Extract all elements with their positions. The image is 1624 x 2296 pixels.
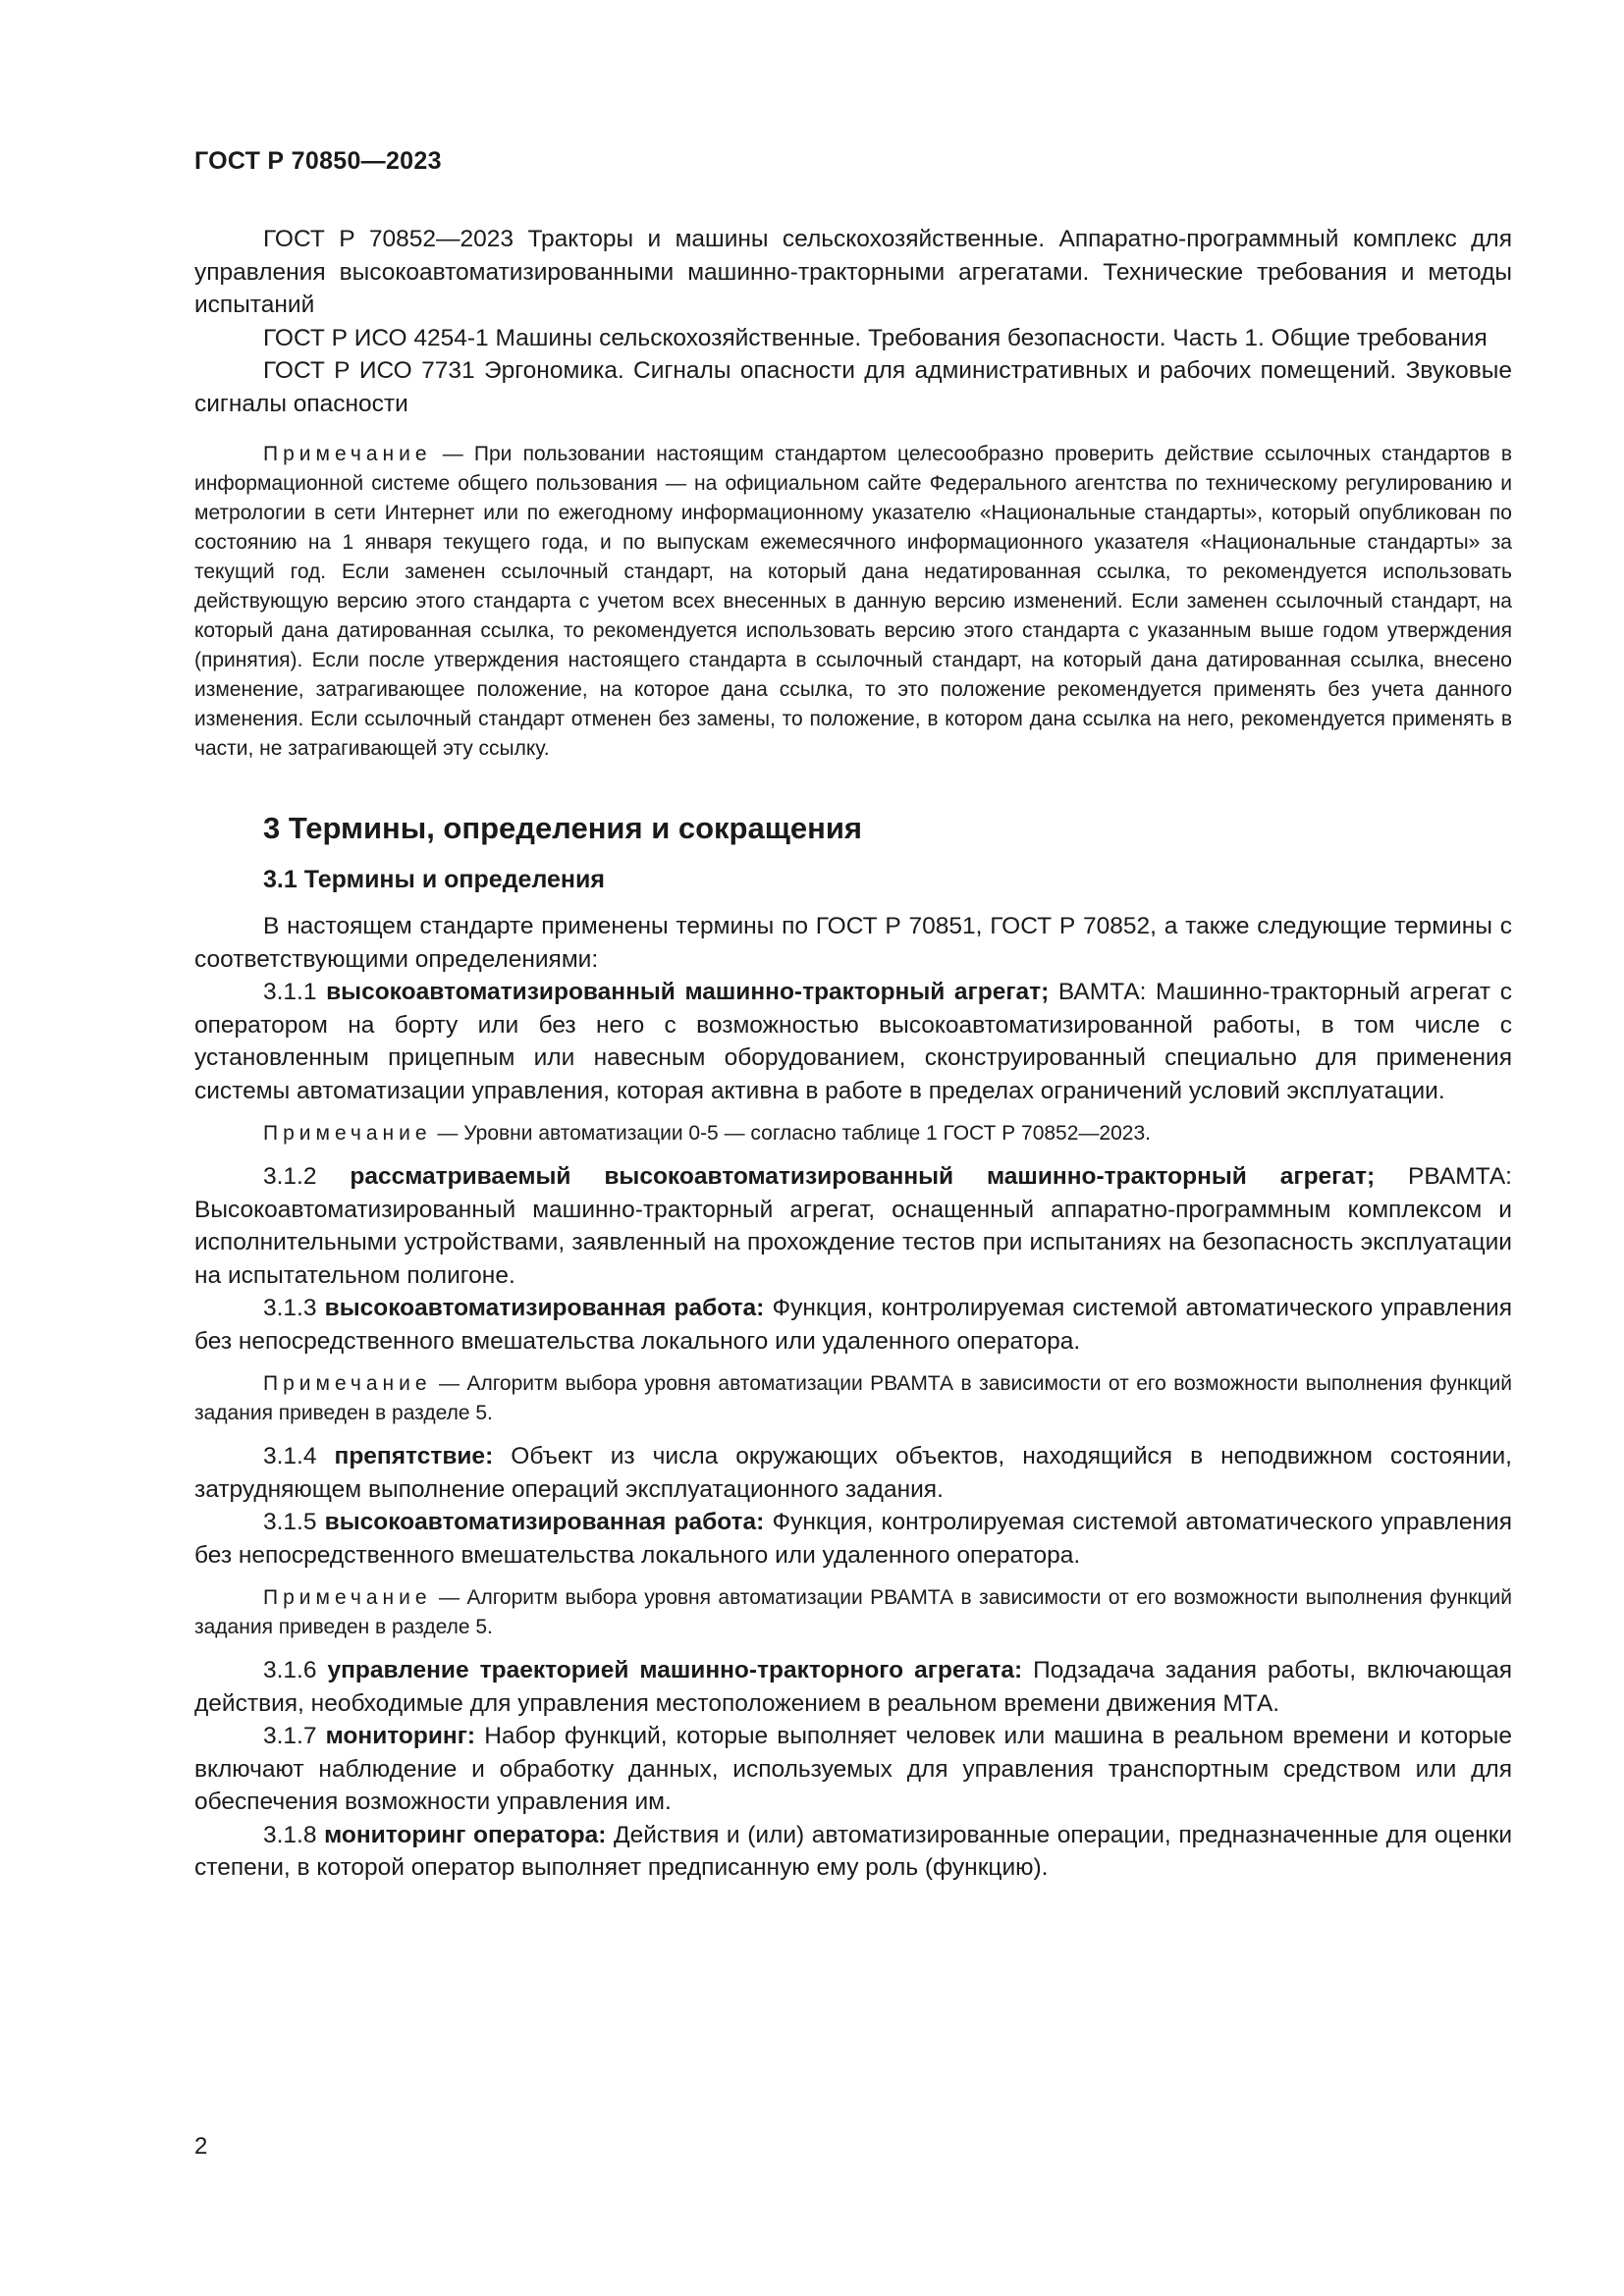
note-label: Примечание [263,1372,432,1395]
terms-intro: В настоящем стандарте применены термины по ГОСТ Р 70851, ГОСТ Р 70852, а также следующие термины с соответствующими определениями: [194,913,1512,973]
note-label: Примечание [263,1586,432,1609]
term-number: 3.1.8 [263,1821,317,1848]
term-definition: Функция, контролируемая системой автоматического управления без непосредственного вмешательства локального или удаленного оператора. [194,1295,1512,1355]
document-header: ГОСТ Р 70850—2023 [194,147,442,175]
term-3-1-3 [194,1292,1512,1358]
term-3-1-6 [194,1654,1512,1720]
reference-item: ГОСТ Р ИСО 4254-1 Машины сельскохозяйственные. Требования безопасности. Часть 1. Общие требования [263,324,1488,351]
term-number: 3.1.5 [263,1509,317,1535]
term-definition: Набор функций, которые выполняет человек или машина в реальном времени и которые включают наблюдение и обработку данных, используемых для управления транспортным средством или для обеспечения возможности управления им. [194,1723,1512,1815]
term-number: 3.1.4 [263,1443,317,1469]
term-3-1-4 [194,1440,1512,1506]
note-text: — При пользовании настоящим стандартом целесообразно проверить действие ссылочных стандартов в информационной системе общего пользования — на официальном сайте Федерального агентства по техническому регулированию и метрологии в сети Интернет или по ежегодному информационному указателю «Национальные стандарты», который опубликован по состоянию на 1 января текущего года, и по выпускам ежемесячного информационного указателя «Национальные стандарты» за текущий год. Если заменен ссылочный стандарт, на который дана недатированная ссылка, то рекомендуется использовать действующую версию этого стандарта с учетом всех внесенных в данную версию изменений. Если заменен ссылочный стандарт, на который дана датированная ссылка, то рекомендуется использовать версию этого стандарта с указанным выше годом утверждения (принятия). Если после утверждения настоящего стандарта в ссылочный стандарт, на который дана датированная ссылка, внесено изменение, затрагивающее положение, на которое дана ссылка, то это положение рекомендуется применять без учета данного изменения. Если ссылочный стандарт отменен без замены, то положение, в котором дана ссылка на него, рекомендуется применять в части, не затрагивающей эту ссылку. [194,443,1512,760]
term-note [194,1583,1512,1642]
term-name: высокоавтоматизированная работа: [324,1295,765,1321]
term-3-1-1 [194,976,1512,1107]
term-definition: Действия и (или) автоматизированные операции, предназначенные для оценки степени, в которой оператор выполняет предписанную ему роль (функцию). [194,1821,1513,1881]
term-name: управление траекторией машинно-тракторного агрегата: [327,1657,1023,1683]
term-definition: Объект из числа окружающих объектов, находящийся в неподвижном состоянии, затрудняющем выполнение операций эксплуатационного задания. [194,1443,1512,1503]
term-name: высокоавтоматизированная работа: [324,1509,765,1535]
term-3-1-8 [194,1819,1512,1885]
term-name: мониторинг: [325,1723,476,1749]
term-number: 3.1.3 [263,1295,317,1321]
term-definition: ВАМТА: Машинно-тракторный агрегат с оператором на борту или без него с возможностью высокоавтоматизированной работы, в том числе с установленным прицепным или навесным оборудованием, сконструированный специально для применения системы автоматизации управления, которая активна в работе в пределах ограничений условий эксплуатации. [194,979,1512,1104]
term-number: 3.1.2 [263,1163,317,1190]
term-definition: Функция, контролируемая системой автоматического управления без непосредственного вмешательства локального или удаленного оператора. [194,1509,1512,1569]
term-3-1-7 [194,1720,1512,1819]
term-name: препятствие: [334,1443,494,1469]
section-title: 3 Термины, определения и сокращения [263,811,862,845]
term-number: 3.1.7 [263,1723,317,1749]
page-content [194,223,1512,1885]
reference-item: ГОСТ Р ИСО 7731 Эргономика. Сигналы опасности для административных и рабочих помещений. Звуковые сигналы опасности [194,357,1512,417]
term-name: высокоавтоматизированный машинно-тракторный агрегат; [326,979,1050,1005]
term-3-1-2 [194,1160,1512,1292]
term-definition: Подзадача задания работы, включающая действия, необходимые для управления местоположением в реальном времени движения МТА. [194,1657,1512,1717]
term-number: 3.1.6 [263,1657,317,1683]
term-note [194,1119,1512,1148]
term-3-1-5 [194,1506,1512,1572]
term-number: 3.1.1 [263,979,317,1005]
note-label: Примечание [263,443,432,465]
note-text: — Алгоритм выбора уровня автоматизации РВАМТА в зависимости от его возможности выполнения функций задания приведен в разделе 5. [194,1372,1512,1424]
note-label: Примечание [263,1122,432,1145]
term-definition: РВАМТА: Высокоавтоматизированный машинно-тракторный агрегат, оснащенный аппаратно-программным комплексом и исполнительными устройствами, заявленный на прохождение тестов при испытаниях на безопасность эксплуатации на испытательном полигоне. [194,1163,1512,1289]
reference-item: ГОСТ Р 70852—2023 Тракторы и машины сельскохозяйственные. Аппаратно-программный комплекс для управления высокоавтоматизированными машинно-тракторными агрегатами. Технические требования и методы испытаний [194,226,1512,318]
term-name: мониторинг оператора: [324,1821,607,1848]
subsection-title: 3.1 Термины и определения [263,866,605,893]
reference-note [194,440,1512,764]
page-number: 2 [194,2133,208,2160]
term-note [194,1369,1512,1428]
note-text: — Алгоритм выбора уровня автоматизации РВАМТА в зависимости от его возможности выполнения функций задания приведен в разделе 5. [194,1586,1512,1638]
term-name: рассматриваемый высокоавтоматизированный машинно-тракторный агрегат; [350,1163,1376,1190]
note-text: — Уровни автоматизации 0-5 — согласно таблице 1 ГОСТ Р 70852—2023. [437,1122,1151,1145]
